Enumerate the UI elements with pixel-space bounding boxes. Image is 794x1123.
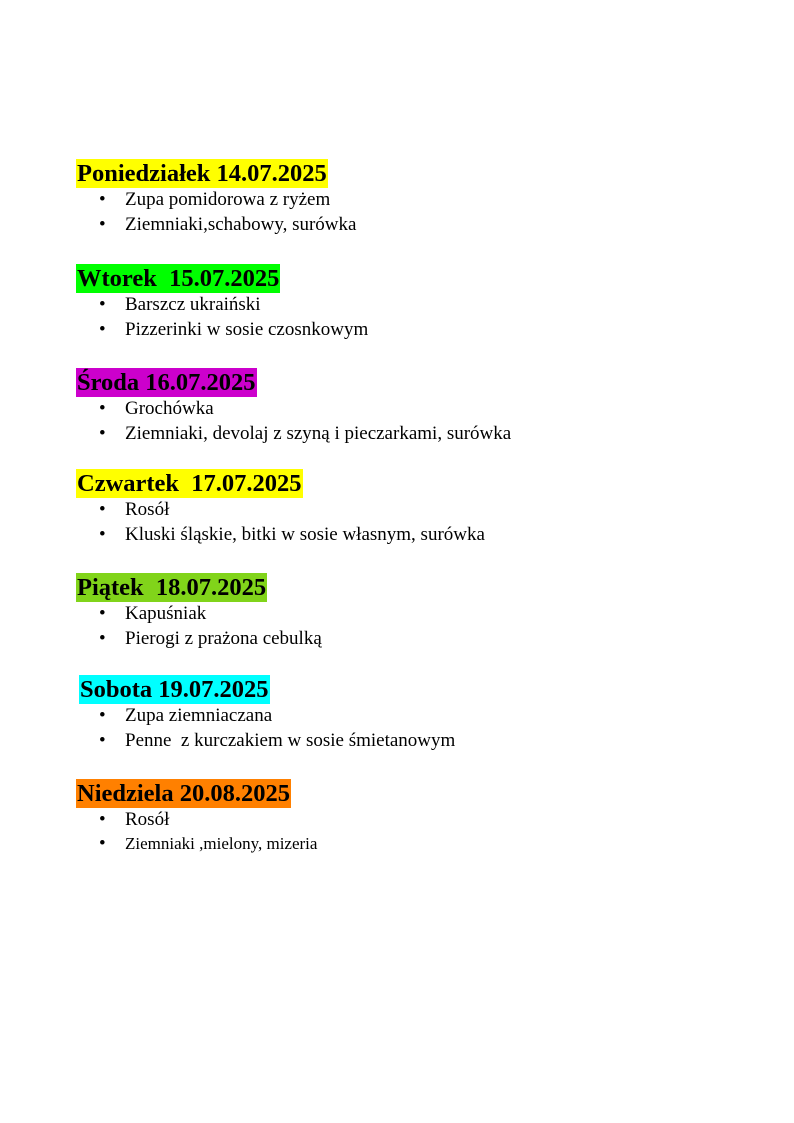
day-thursday — [76, 469, 485, 547]
bullet-icon: • — [99, 627, 106, 649]
bullet-icon: • — [99, 603, 106, 624]
bullet-icon: • — [99, 729, 106, 751]
menu-item-text: Ziemniaki ,mielony, mizeria — [125, 833, 318, 853]
bullet-icon: • — [99, 398, 106, 419]
menu-item-text: Penne z kurczakiem w sosie śmietanowym — [125, 729, 456, 751]
menu-item-text: Kapuśniak — [125, 603, 207, 624]
menu-item-text: Rosół — [125, 809, 170, 830]
menu-item-text: Kluski śląskie, bitki w sosie własnym, surówka — [125, 523, 485, 545]
list-item — [76, 704, 455, 729]
bullet-icon: • — [99, 422, 106, 444]
day-monday — [76, 159, 356, 237]
day-heading: Środa 16.07.2025 — [77, 369, 256, 396]
menu-item-text: Barszcz ukraiński — [125, 294, 261, 315]
bullet-icon: • — [99, 294, 106, 315]
list-item — [76, 397, 511, 422]
menu-list — [76, 704, 455, 753]
bullet-icon: • — [99, 523, 106, 545]
menu-list — [76, 188, 356, 237]
day-saturday — [79, 675, 455, 753]
menu-list — [76, 808, 317, 855]
menu-item-text: Rosół — [125, 499, 170, 520]
bullet-icon: • — [99, 213, 106, 235]
menu-list — [76, 293, 368, 342]
day-heading: Piątek 18.07.2025 — [77, 574, 267, 601]
list-item — [76, 422, 511, 447]
day-tuesday — [76, 264, 368, 342]
list-item — [76, 729, 455, 754]
menu-list — [76, 498, 485, 547]
menu-list — [76, 397, 511, 446]
list-item — [76, 498, 485, 523]
day-heading: Sobota 19.07.2025 — [80, 676, 269, 703]
menu-item-text: Grochówka — [125, 398, 214, 419]
day-heading: Poniedziałek 14.07.2025 — [77, 160, 327, 187]
day-friday — [76, 573, 322, 651]
day-heading: Wtorek 15.07.2025 — [77, 265, 280, 292]
bullet-icon: • — [99, 499, 106, 520]
list-item — [76, 293, 368, 318]
list-item — [76, 602, 322, 627]
day-sunday — [76, 779, 317, 855]
bullet-icon: • — [99, 809, 106, 830]
list-item — [76, 523, 485, 548]
bullet-icon: • — [99, 832, 106, 854]
bullet-icon: • — [99, 318, 106, 340]
list-item — [76, 627, 322, 652]
day-heading: Czwartek 17.07.2025 — [77, 470, 302, 497]
menu-item-text: Pierogi z prażona cebulką — [125, 627, 322, 649]
list-item — [76, 808, 317, 833]
list-item — [76, 318, 368, 343]
bullet-icon: • — [99, 189, 106, 210]
list-item — [76, 188, 356, 213]
day-heading: Niedziela 20.08.2025 — [77, 780, 290, 807]
menu-item-text: Zupa ziemniaczana — [125, 705, 273, 726]
list-item — [76, 833, 317, 855]
menu-item-text: Ziemniaki,schabowy, surówka — [125, 213, 357, 235]
menu-list — [76, 602, 322, 651]
list-item — [76, 213, 356, 238]
menu-item-text: Pizzerinki w sosie czosnkowym — [125, 318, 369, 340]
menu-item-text: Zupa pomidorowa z ryżem — [125, 189, 331, 210]
bullet-icon: • — [99, 705, 106, 726]
day-wednesday — [76, 368, 511, 446]
menu-item-text: Ziemniaki, devolaj z szyną i pieczarkami, surówka — [125, 422, 512, 444]
